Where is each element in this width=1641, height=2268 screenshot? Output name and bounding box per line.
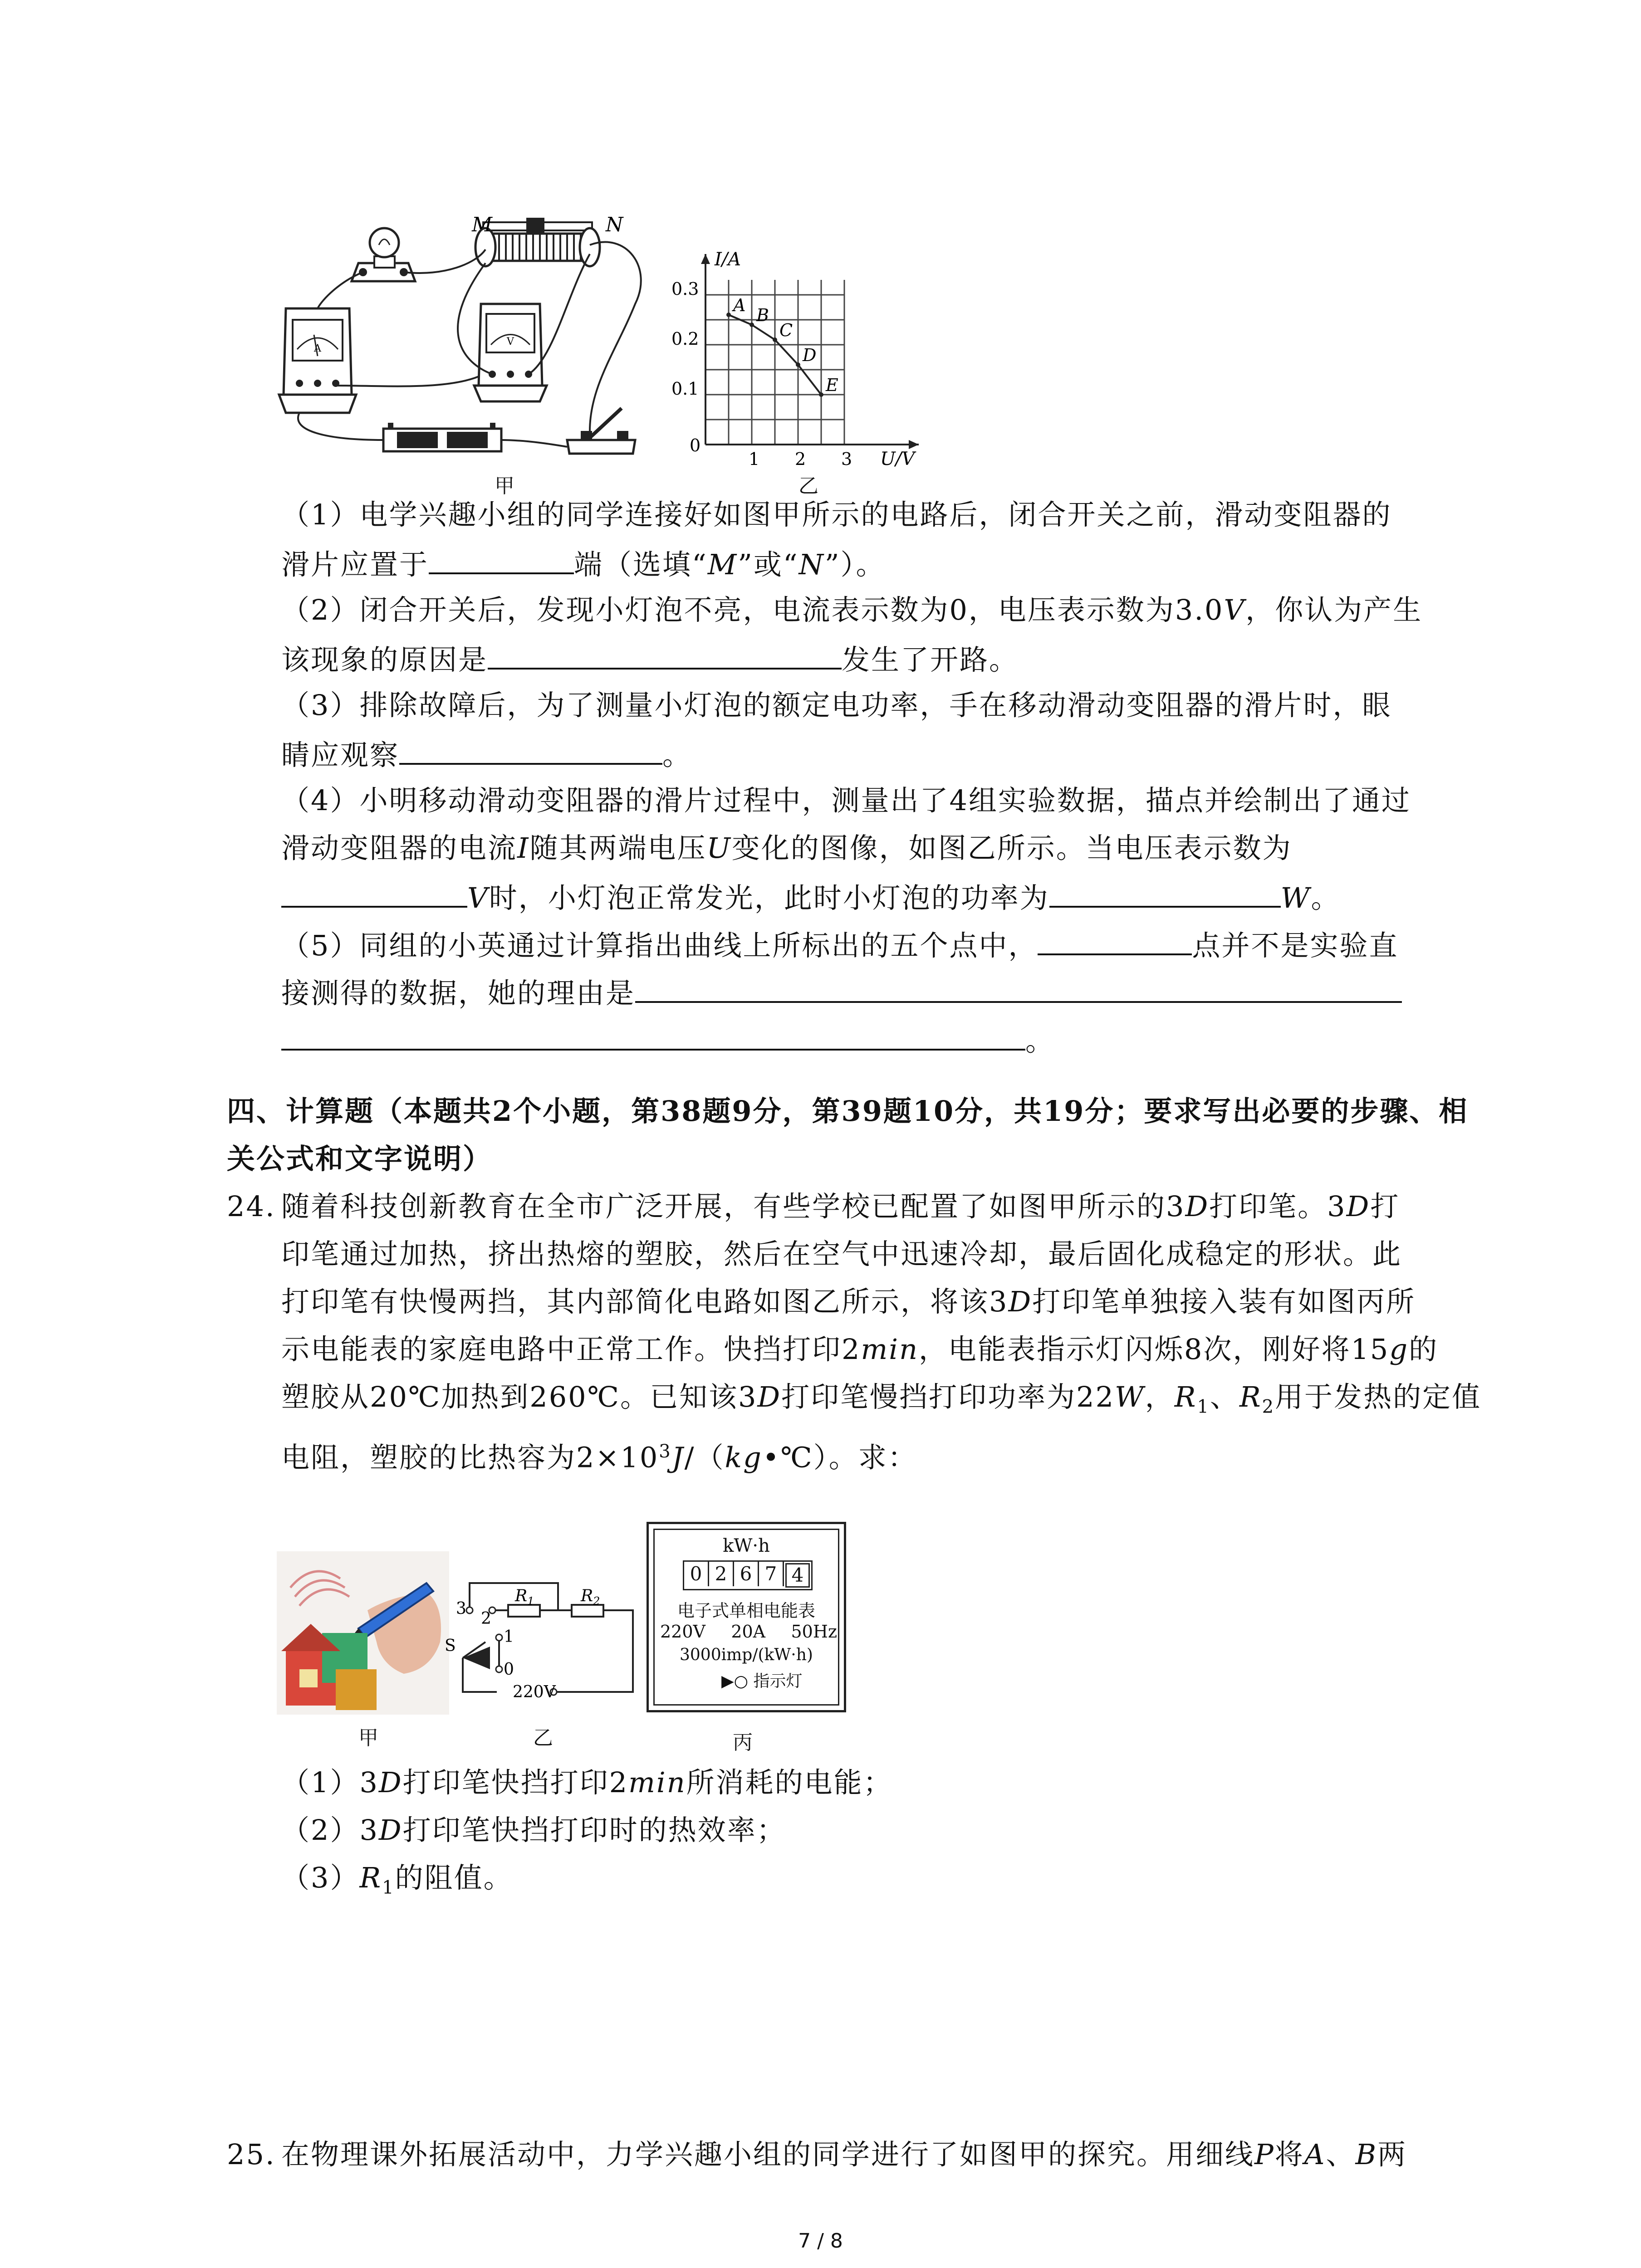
fig2-caption-jia: 甲 [358, 1726, 378, 1750]
rheostat-label-M: M [472, 213, 493, 236]
data-point-B [749, 323, 754, 327]
meter-indicator: ▶○ 指示灯 [721, 1672, 803, 1691]
battery-box-icon [383, 423, 501, 451]
node-1: 1 [504, 1628, 514, 1646]
graph-x-tick: 2 [795, 449, 806, 467]
node-3: 3 [456, 1599, 466, 1618]
q23-part2-line1: （2）闭合开关后，发现小灯泡不亮，电流表示数为0，电压表示数为3.0V，你认为产生 [281, 593, 1423, 626]
data-point-label-E: E [826, 375, 838, 395]
q23-part2-line2: 该现象的原因是 发生了开路。 [281, 640, 1019, 678]
q23-part4-line1: （4）小明移动滑动变阻器的滑片过程中，测量出了4组实验数据，描点并绘制出了通过 [281, 784, 1411, 817]
q23-part5-line2: 接测得的数据，她的理由是 [281, 973, 1402, 1012]
graph-grid [705, 280, 844, 445]
data-point-E [819, 392, 823, 397]
answer-blank-6[interactable] [1038, 925, 1192, 955]
meter-digit: 2 [709, 1562, 734, 1586]
q24-number: 24. [227, 1190, 276, 1223]
q24-line1: 随着科技创新教育在全市广泛开展，有些学校已配置了如图甲所示的3D打印笔。3D打 [281, 1190, 1400, 1223]
meter-spec-voltage: 220V [660, 1622, 705, 1642]
graph-y-axis-label: I/A [715, 249, 741, 270]
q24-sub1: （1）3D打印笔快挡打印2min所消耗的电能； [281, 1766, 893, 1799]
resistor-R2-label: $R_2$ [581, 1587, 600, 1608]
3d-pen-photo [277, 1551, 449, 1715]
meter-unit: kW·h [723, 1535, 770, 1556]
section4-heading-line2: 关公式和文字说明） [227, 1142, 493, 1175]
resistor-R1-label: $R_1$ [515, 1587, 534, 1608]
q24-sub2: （2）3D打印笔快挡打印时的热效率； [281, 1813, 786, 1847]
answer-blank-3[interactable] [399, 735, 662, 765]
meter-spec-current: 20A [731, 1622, 766, 1642]
graph-x-tick: 3 [841, 449, 852, 467]
data-point-label-C: C [779, 320, 793, 340]
q23-part4-line3: V时，小灯泡正常发光，此时小灯泡的功率为 W。 [281, 878, 1341, 916]
data-point-D [796, 362, 800, 367]
meter-title: 电子式单相电能表 [677, 1601, 815, 1621]
q23-part5-line1: （5）同组的小英通过计算指出曲线上所标出的五个点中， 点并不是实验直 [281, 925, 1398, 964]
rheostat-label-N: N [606, 213, 623, 236]
answer-blank-7[interactable] [635, 973, 1402, 1003]
q23-part1-line1: （1）电学兴趣小组的同学连接好如图甲所示的电路后，闭合开关之前，滑动变阻器的 [281, 498, 1392, 531]
energy-meter [647, 1522, 846, 1712]
q25-number: 25. [227, 2138, 276, 2171]
q24-line5: 塑胶从20℃加热到260℃。已知该3D打印笔慢挡打印功率为22W，$R_1$、$R_2$用于发热的定值 [281, 1380, 1482, 1418]
section4-heading-line1: 四、计算题（本题共2个小题，第38题9分，第39题10分，共19分；要求写出必要的步骤、相 [227, 1095, 1469, 1128]
q24-line2: 印笔通过加热，挤出热熔的塑胶，然后在空气中迅速冷却，最后固化成稳定的形状。此 [281, 1237, 1402, 1271]
svg-text:V: V [507, 336, 514, 347]
graph-y-tick: 0.2 [671, 329, 699, 349]
supply-voltage: 220V [513, 1683, 556, 1701]
q24-sub3: $(3)R_1$的阻值。 [281, 1861, 513, 1898]
data-point-label-B: B [756, 305, 769, 325]
answer-blank-8[interactable] [281, 1021, 1025, 1051]
meter-display [683, 1560, 813, 1590]
fig1-caption-jia: 甲 [495, 474, 514, 498]
ammeter-icon [279, 308, 356, 413]
answer-blank-1[interactable] [429, 544, 574, 574]
fig2-caption-yi: 乙 [533, 1726, 553, 1750]
data-point-label-A: A [733, 295, 746, 315]
pen-circuit-diagram [445, 1556, 640, 1710]
q25-line1: 在物理课外拓展活动中，力学兴趣小组的同学进行了如图甲的探究。用细线P将A、B两 [281, 2138, 1407, 2171]
data-point-C [773, 337, 777, 342]
voltmeter-icon [474, 304, 547, 401]
graph-y-tick: 0.1 [671, 379, 699, 399]
answer-blank-4[interactable] [281, 878, 467, 908]
meter-imp: 3000imp/(kW·h) [680, 1646, 813, 1664]
graph-x-axis-label: U/V [880, 449, 915, 467]
iu-graph [658, 245, 939, 467]
meter-digit: 7 [759, 1562, 784, 1586]
switch-icon [567, 408, 635, 454]
node-2: 2 [481, 1609, 491, 1628]
meter-digit: 6 [734, 1562, 759, 1586]
node-0: 0 [504, 1660, 514, 1679]
q24-line4: 示电能表的家庭电路中正常工作。快挡打印2min，电能表指示灯闪烁8次，刚好将15g的 [281, 1333, 1439, 1366]
answer-blank-5[interactable] [1049, 878, 1281, 908]
meter-specs [660, 1622, 837, 1642]
q23-part1-line2: 滑片应置于 端（选填“M”或“N”）。 [281, 544, 886, 583]
data-point-A [726, 313, 731, 317]
q23-part4-line2: 滑动变阻器的电流I随其两端电压U变化的图像，如图乙所示。当电压表示数为 [281, 831, 1292, 865]
q23-part3-line2: 睛应观察 。 [281, 735, 692, 773]
data-point-label-D: D [803, 345, 817, 365]
circuit-figure-jia [272, 213, 667, 467]
fig1-caption-yi: 乙 [798, 474, 818, 498]
meter-digit: 0 [684, 1562, 709, 1586]
answer-blank-2[interactable] [488, 640, 842, 670]
q23-part5-line3: 。 [281, 1021, 1055, 1059]
fig2-caption-bing: 丙 [733, 1731, 753, 1754]
meter-digit-decimal: 4 [785, 1563, 810, 1588]
meter-spec-frequency: 50Hz [791, 1622, 837, 1642]
svg-text:A: A [314, 343, 321, 354]
q24-line3: 打印笔有快慢两挡，其内部简化电路如图乙所示，将该3D打印笔单独接入装有如图丙所 [281, 1285, 1416, 1318]
q23-part3-line1: （3）排除故障后，为了测量小灯泡的额定电功率，手在移动滑动变阻器的滑片时，眼 [281, 689, 1392, 722]
graph-y-tick: 0.3 [671, 279, 699, 299]
rheostat-icon [475, 218, 600, 266]
switch-S: S [445, 1637, 456, 1655]
q24-line6: 电阻，塑胶的比热容为$2\times 10^3J/(kg•℃)$。求： [281, 1441, 917, 1474]
graph-origin-tick: 0 [690, 435, 701, 455]
graph-x-tick: 1 [749, 449, 760, 467]
page-number: 7 / 8 [798, 2229, 843, 2253]
